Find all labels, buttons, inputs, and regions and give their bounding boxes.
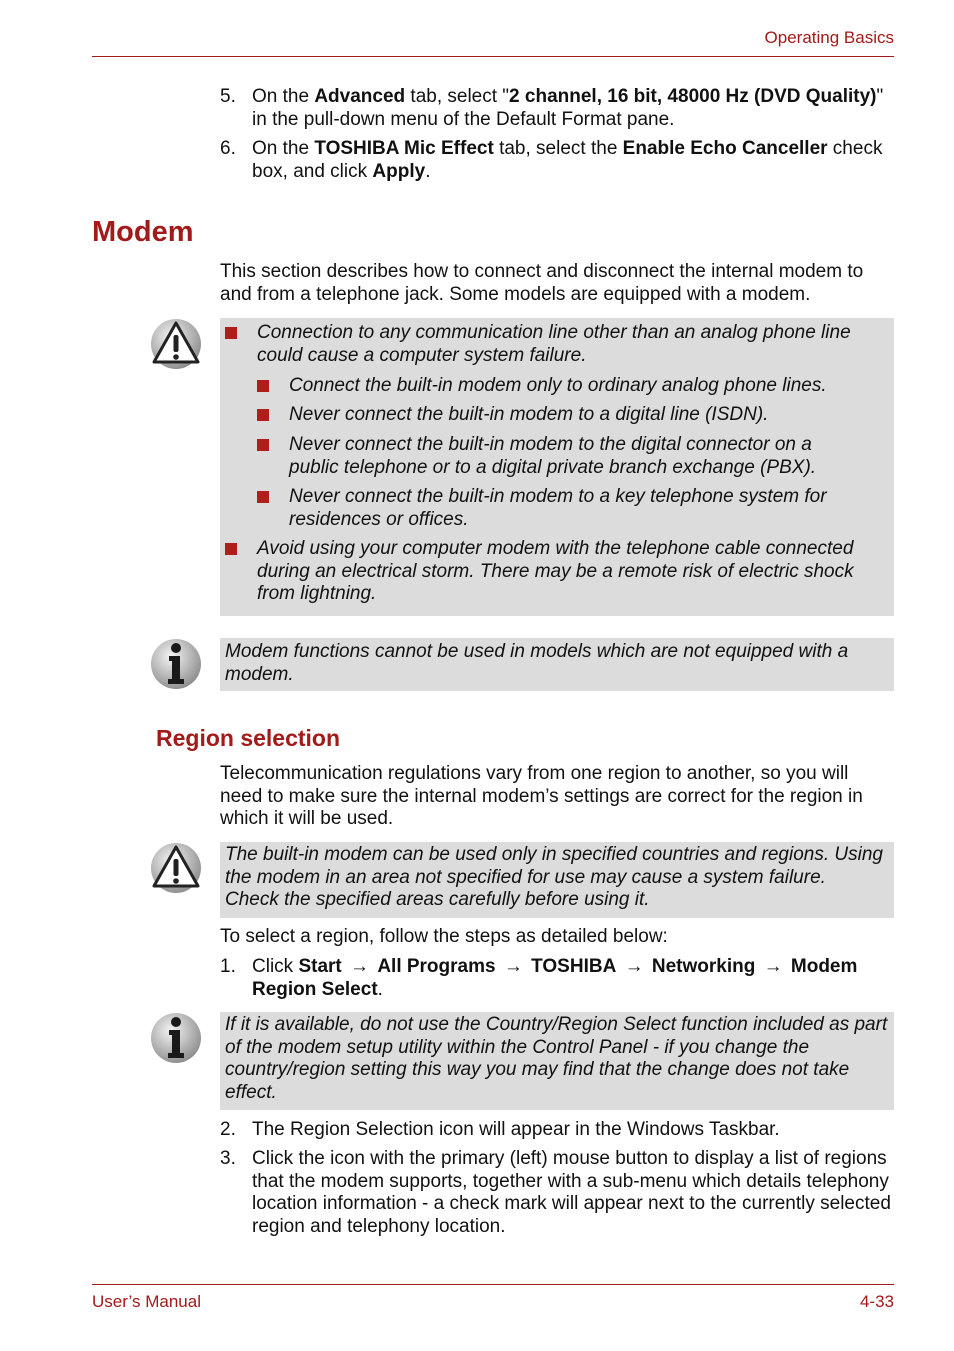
arrow-right-icon: → [503, 956, 523, 977]
text: tab, select " [405, 86, 510, 107]
step-text [252, 86, 890, 131]
menu-path-modem-region-select: Modem Region Select [252, 956, 858, 1000]
caution-sub-bullet [257, 375, 887, 398]
ui-term: Apply [372, 160, 426, 182]
caution-text: The built-in modem can be used only in specified countries and regions. Using the modem in an area not specified for use may cause a system failure. Check the specified areas carefully before using it. [225, 844, 883, 910]
subsection-title-region: Region selection [156, 725, 341, 751]
ui-term: Advanced [314, 86, 406, 107]
caution-box-region [220, 842, 894, 918]
bullet-square-icon [225, 327, 237, 339]
step-3 [220, 1148, 892, 1238]
bullet-text: Never connect the built-in modem to the digital connector on a public telephone or to a digital private branch exchange (PBX). [289, 434, 817, 478]
bullet-text: Avoid using your computer modem with the telephone cable connected during an electrical storm. There may be a remote risk of electric shock from lightning. [257, 538, 854, 604]
bullet-square-icon [257, 409, 269, 421]
step-1 [220, 956, 890, 1001]
step-6 [220, 138, 890, 183]
footer-manual-title: User’s Manual [92, 1292, 201, 1311]
header-rule [92, 56, 894, 57]
bullet-square-icon [257, 439, 269, 451]
text: On the [252, 86, 315, 107]
ui-term: 2 channel, 16 bit, 48000 Hz (DVD Quality) [509, 86, 877, 107]
text: " in the pull-down menu of the Default Format pane. [252, 86, 884, 130]
text: . [377, 978, 383, 1000]
bullet-square-icon [225, 543, 237, 555]
note-text: Modem functions cannot be used in models which are not equipped with a modem. [225, 641, 849, 685]
caution-triangle-icon [150, 318, 202, 370]
step-text [252, 956, 882, 1001]
footer-rule [92, 1284, 894, 1285]
note-text: If it is available, do not use the Country/Region Select function included as part of the modem setup utility within the Control Panel - if you change the country/region setting this way you may find that the change does not take effect. [225, 1014, 888, 1103]
arrow-right-icon: → [350, 956, 370, 977]
info-icon [150, 638, 202, 690]
step-number: 2. [220, 1119, 236, 1140]
menu-path-start: Start [298, 956, 342, 977]
step-2 [220, 1119, 890, 1142]
caution-sub-bullet [257, 434, 857, 479]
modem-intro: This section describes how to connect and disconnect the internal modem to and from a telephone jack. Some models are equipped with a modem. [220, 261, 864, 305]
step-number: 1. [220, 956, 236, 977]
bullet-square-icon [257, 491, 269, 503]
note-box-region [220, 1012, 894, 1110]
section-title-modem: Modem [92, 216, 194, 248]
running-header: Operating Basics [764, 28, 894, 47]
caution-bullet [225, 538, 875, 606]
region-lead: To select a region, follow the steps as detailed below: [220, 926, 668, 947]
menu-path-all-programs: All Programs [377, 956, 496, 977]
caution-triangle-icon [150, 842, 202, 894]
step-number: 5. [220, 86, 236, 107]
step-5 [220, 86, 890, 131]
bullet-square-icon [257, 380, 269, 392]
bullet-text: Connect the built-in modem only to ordinary analog phone lines. [289, 375, 827, 396]
note-box-modem [220, 638, 894, 691]
bullet-text: Never connect the built-in modem to a digital line (ISDN). [289, 404, 769, 425]
ui-term: TOSHIBA Mic Effect [314, 138, 494, 159]
region-intro: Telecommunication regulations vary from one region to another, so you will need to make sure the internal modem’s settings are correct for the region in which it will be used. [220, 763, 863, 829]
bullet-text: Never connect the built-in modem to a key telephone system for residences or offices. [289, 486, 827, 530]
text: tab, select the [493, 138, 623, 159]
bullet-text: Connection to any communication line other than an analog phone line could cause a computer system failure. [257, 322, 851, 366]
menu-path-toshiba: TOSHIBA [531, 956, 617, 977]
step-text [252, 138, 890, 183]
info-icon [150, 1012, 202, 1064]
caution-sub-bullet [257, 404, 887, 427]
caution-box-modem [220, 318, 894, 616]
text: Click [252, 956, 299, 977]
step-number: 3. [220, 1148, 236, 1169]
step-number: 6. [220, 138, 236, 159]
footer-page-number: 4-33 [859, 1292, 894, 1311]
arrow-right-icon: → [763, 956, 783, 977]
ui-term: Enable Echo Canceller [622, 138, 828, 159]
text: On the [252, 138, 315, 159]
text: . [425, 160, 431, 182]
text: check box, and click [252, 138, 883, 182]
arrow-right-icon: → [624, 956, 644, 977]
menu-path-networking: Networking [651, 956, 756, 977]
caution-sub-bullet [257, 486, 867, 531]
step-text: Click the icon with the primary (left) mouse button to display a list of regions that the modem supports, together with a sub-menu which details telephony location information - a check mark will appear next to the currently selected region and telephony location. [252, 1148, 891, 1237]
step-text: The Region Selection icon will appear in the Windows Taskbar. [252, 1119, 780, 1140]
caution-bullet [225, 322, 885, 367]
